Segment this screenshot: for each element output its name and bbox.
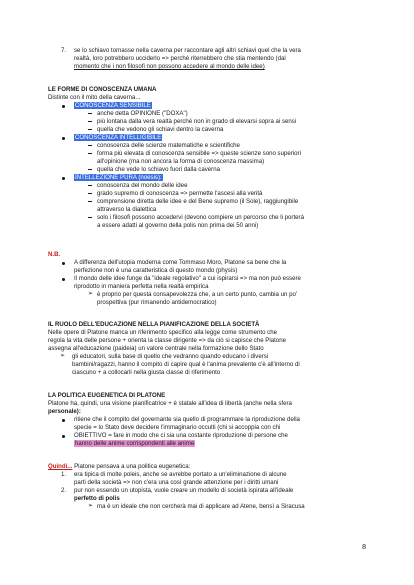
list-line: ciascuno + a collocarli nella giusta classe di riferimento — [72, 369, 221, 376]
paragraph-line: regola la vita delle persone + orienta la classe dirigente => da ciò si capisce che Platone — [48, 337, 286, 344]
list-line: conoscenza del mondo delle idee — [97, 182, 188, 189]
dash — [88, 121, 92, 122]
paragraph-line: assegna all'educazione (paideia) un valore centrale nella formazione dello Stato — [48, 345, 264, 352]
list-line: comprensione diretta delle idee e del Bene supremo (il Sole), raggiungibile — [97, 198, 299, 205]
paragraph-text: Platone pensava a una politica eugenetica: — [72, 463, 191, 470]
dash — [88, 169, 92, 170]
arrow-icon: ➢ — [88, 291, 94, 297]
dash — [88, 129, 92, 130]
highlight-text: hanno delle anime corrispondenti alle anime — [75, 440, 195, 447]
paragraph-line: Nelle opere di Platone manca un riferimento specifico alla legge come strumento che — [48, 329, 277, 336]
list-line: all'opinione (ma non ancora la forma di conoscenza massima) — [97, 158, 265, 165]
list-line: OBIETTIVO = fare in modo che ci sia una costante riproduzione di persone che — [74, 432, 288, 439]
list-line: a essere adatti al governo della polis non prima dei 50 anni) — [97, 222, 259, 229]
highlight-term: CONOSCENZA SENSIBILE — [75, 102, 151, 109]
list-number: 2. — [61, 487, 67, 494]
section-heading: IL RUOLO DELL'EDUCAZIONE NELLA PIANIFICAZIONE DELLA SOCIETÀ — [48, 321, 260, 328]
list-line: perfezione non è una caratteristica di questo mondo (physis) — [74, 267, 238, 274]
nb-label: N.B. — [48, 251, 61, 258]
bullet — [62, 177, 65, 180]
list-line: forma più elevata di conoscenza sensibile => queste scienze sono superiori — [97, 150, 301, 157]
list-line: gli educatori, sulla base di quello che vedranno quando educano i diversi — [72, 353, 269, 360]
list-line: è proprio per questa consapevolezza che, a un certo punto, cambia un po' — [97, 291, 298, 298]
paragraph-line: se lo schiavo tornasse nella caverna per raccontare agli altri schiavi quel che la vera — [74, 47, 301, 54]
list-line: anche detta OPINIONE ("DOXA") — [97, 110, 188, 117]
section-heading: LA POLITICA EUGENETICA DI PLATONE — [48, 392, 166, 399]
page-number: 8 — [362, 544, 366, 551]
list-line: solo i filosofi possono accedervi (devono compiere un percorso che li porterà — [97, 214, 304, 221]
highlight-term: CONOSCENZA INTELLIGIBILE — [75, 134, 162, 141]
dash — [88, 113, 92, 114]
bullet — [62, 419, 65, 422]
arrow-icon: ➢ — [60, 353, 66, 359]
list-line: bambini/ragazzi, hanno il compito di capire qual è l'anima prevalente c'è all'interno di — [72, 361, 300, 368]
list-line: era tipica di molte poleis, anche se avrebbe portato a un'eliminazione di alcune — [74, 471, 287, 478]
paragraph-line: Distinte con il mito della caverna... — [48, 94, 141, 101]
bullet — [62, 137, 65, 140]
paragraph-line: realtà, loro potrebbero ucciderlo => perché riterrebbero che stia mentendo (dal — [74, 55, 286, 62]
list-line: pur non essendo un utopista, vuole creare un modello di società ispirata all'ideale — [74, 487, 294, 494]
highlight-term: INTELLEZIONE PURA (noesis): — [75, 174, 162, 181]
arrow-icon: ➢ — [88, 503, 94, 509]
bullet — [62, 262, 65, 265]
list-line: grado supremo di conoscenza => permette l'ascesi alla verità — [97, 190, 263, 197]
list-line: più lontana dalla vera realtà perché non in grado di elevarsi sopra ai sensi — [97, 118, 297, 125]
list-line: riprodotto in maniera perfetta nella realtà empirica — [74, 283, 209, 290]
dash — [88, 185, 92, 186]
dash — [88, 153, 92, 154]
list-number: 1. — [61, 471, 67, 478]
list-line: conoscenza delle scienze matematiche e scientifiche — [97, 142, 240, 149]
list-line: parti della società => non c'era una così grande attenzione per i diritti umani — [74, 479, 279, 486]
list-line: quella che vedono gli schiavi dentro la caverna — [97, 126, 224, 133]
list-line: ma è un ideale che non cercherà mai di applicare ad Atene, bensì a Siracusa — [97, 503, 305, 510]
list-line: Il mondo delle idee funge da "ideale regolativo" a cui ispirarsi => ma non può essere — [74, 275, 301, 282]
paragraph-line — [48, 463, 190, 471]
list-number: 7. — [61, 47, 67, 54]
list-line: perfetto di polis — [74, 495, 120, 502]
section-heading: LE FORME DI CONOSCENZA UMANA — [48, 86, 157, 93]
bullet — [62, 435, 65, 438]
bullet — [62, 105, 65, 108]
paragraph-line: personale): — [48, 408, 81, 415]
dash — [88, 201, 92, 202]
list-line: attraverso la dialettica — [97, 206, 157, 213]
list-line: quella che vede lo schiavo fuori dalla caverna — [97, 166, 220, 173]
list-line: prospettiva (pur rimanendo antidemocratico) — [97, 299, 217, 306]
paragraph-line: Platone ha, quindi, una visione pianificatrice + è statale all'idea di libertà (anche nella sfera — [48, 400, 292, 407]
list-line: A differenza dell'utopia moderna come Tommaso Moro, Platone sa bene che la — [74, 259, 287, 266]
quindi-label: Quindi... — [48, 463, 73, 470]
dash — [88, 145, 92, 146]
dash — [88, 193, 92, 194]
list-line: specie = lo Stato deve decidere l'immaginario occulti (chi si accoppia con chi — [74, 424, 281, 431]
paragraph-line: momento che i non filosofi non possono accedere al mondo delle idee) — [74, 63, 265, 70]
list-line: ritiene che il compito del governante sia quello di programmare la riproduzione della — [74, 416, 300, 423]
dash — [88, 217, 92, 218]
bullet — [62, 278, 65, 281]
